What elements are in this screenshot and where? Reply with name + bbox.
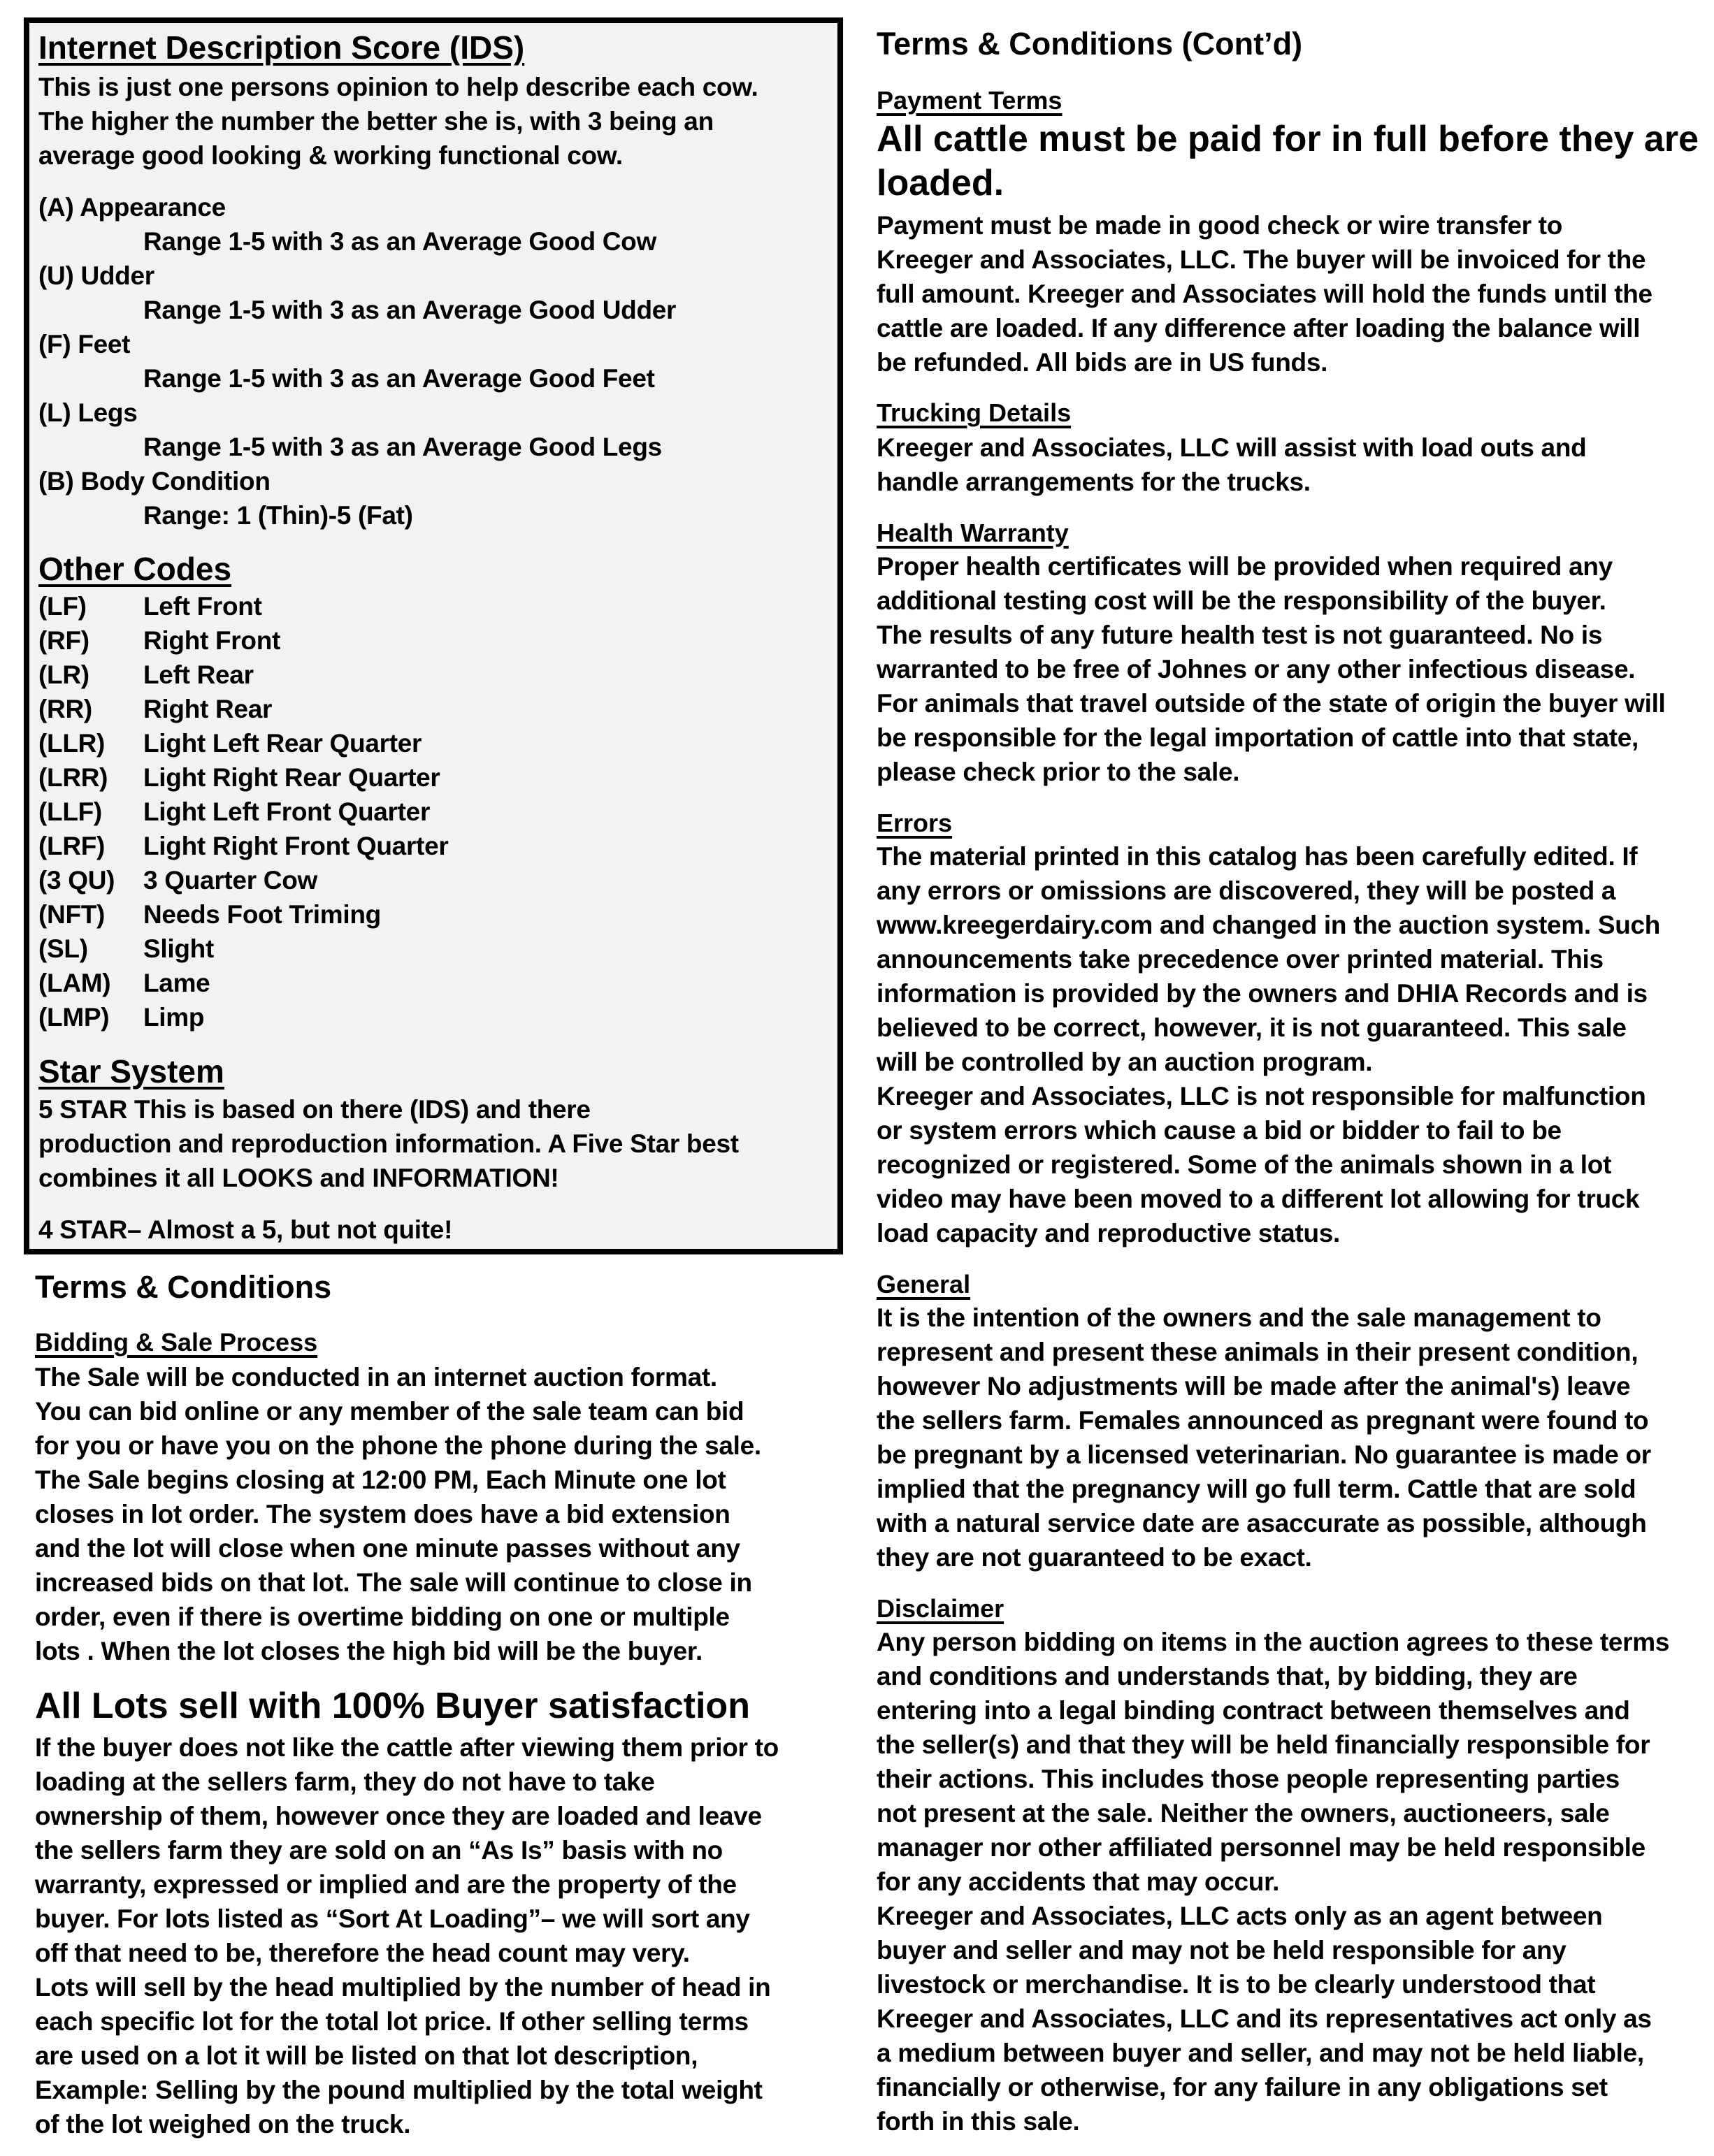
code-row	[38, 966, 448, 1000]
disclaimer-line: their actions. This includes those people representing parties	[877, 1765, 1620, 1793]
errors-line: announcements take precedence over printed material. This	[877, 945, 1604, 974]
health-heading: Health Warranty	[877, 519, 1069, 547]
general-line: implied that the pregnancy will go full term. Cattle that are sold	[877, 1475, 1636, 1503]
satisfaction-line: the sellers farm they are sold on an “As Is” basis with no	[35, 1836, 723, 1865]
ids-intro	[38, 70, 758, 173]
ids-section	[38, 28, 524, 67]
payment-big	[877, 117, 1699, 205]
five-star-line: production and reproduction information. A Five Star best	[38, 1129, 739, 1158]
disclaimer-line: Kreeger and Associates, LLC and its representatives act only as	[877, 2004, 1652, 2033]
star-system-section	[38, 1052, 224, 1091]
errors-line: www.kreegerdairy.com and changed in the auction system. Such	[877, 911, 1661, 939]
disclaimer-line: financially or otherwise, for any failure in any obligations set	[877, 2073, 1608, 2101]
five-star-text	[38, 1092, 739, 1195]
code-meaning: Light Right Rear Quarter	[143, 763, 440, 792]
satisfaction-line: each specific lot for the total lot price. If other selling terms	[35, 2007, 749, 2036]
trucking-line: handle arrangements for the trucks.	[877, 468, 1311, 496]
trait-range: Range 1-5 with 3 as an Average Good Legs	[143, 433, 662, 461]
satisfaction-heading-wrap	[35, 1684, 750, 1728]
trucking-line: Kreeger and Associates, LLC will assist with load outs and	[877, 433, 1587, 462]
payment-line: full amount. Kreeger and Associates will hold the funds until the	[877, 280, 1652, 308]
bidding-line: order, even if there is overtime bidding on one or multiple	[35, 1602, 730, 1631]
code-row	[38, 863, 448, 897]
code: (LLR)	[38, 729, 106, 758]
satisfaction-line: If the buyer does not like the cattle after viewing them prior to	[35, 1733, 779, 1762]
trait-label-legs: (L) Legs	[38, 398, 138, 427]
errors-heading-wrap	[877, 807, 952, 839]
five-star-line: 5 STAR This is based on there (IDS) and there	[38, 1095, 591, 1124]
general-line: represent and present these animals in their present condition,	[877, 1338, 1639, 1366]
disclaimer-line: entering into a legal binding contract between themselves and	[877, 1696, 1630, 1725]
code-meaning: Left Rear	[143, 660, 254, 689]
trait-label-body-condition: (B) Body Condition	[38, 467, 271, 495]
code: (RR)	[38, 695, 92, 723]
disclaimer-line: buyer and seller and may not be held responsible for any	[877, 1936, 1567, 1965]
codes-list	[38, 589, 448, 1034]
errors-line: Kreeger and Associates, LLC is not responsible for malfunction	[877, 1082, 1646, 1110]
general-heading: General	[877, 1270, 971, 1298]
bidding-line: You can bid online or any member of the sale team can bid	[35, 1397, 744, 1426]
errors-line: information is provided by the owners and DHIA Records and is	[877, 979, 1648, 1008]
health-line: additional testing cost will be the responsibility of the buyer.	[877, 586, 1606, 615]
code-row	[38, 726, 448, 760]
code-meaning: Right Rear	[143, 695, 273, 723]
payment-big-line: loaded.	[877, 163, 1004, 203]
health-body	[877, 549, 1666, 789]
general-line: they are not guaranteed to be exact.	[877, 1543, 1312, 1572]
trucking-heading-wrap	[877, 397, 1071, 429]
satisfaction-line: ownership of them, however once they are loaded and leave	[35, 1802, 762, 1830]
code: (NFT)	[38, 900, 106, 929]
code-row	[38, 692, 448, 726]
code-meaning: Limp	[143, 1003, 205, 1032]
errors-heading: Errors	[877, 809, 953, 837]
code-meaning: Light Right Front Quarter	[143, 832, 449, 860]
five-star-line: combines it all LOOKS and INFORMATION!	[38, 1164, 559, 1192]
trucking-body	[877, 431, 1586, 499]
bidding-heading: Bidding & Sale Process	[35, 1328, 318, 1356]
general-heading-wrap	[877, 1268, 970, 1301]
bidding-line: The Sale will be conducted in an internet auction format.	[35, 1363, 717, 1391]
code-row	[38, 795, 448, 829]
code: (RF)	[38, 626, 89, 655]
errors-body	[877, 839, 1660, 1250]
other-codes-section	[38, 549, 231, 588]
trait-range: Range: 1 (Thin)-5 (Fat)	[143, 501, 413, 530]
terms-title: Terms & Conditions	[35, 1269, 332, 1305]
payment-big-line: All cattle must be paid for in full before they are	[877, 119, 1699, 159]
code-row	[38, 623, 448, 658]
general-line: with a natural service date are asaccurate as possible, although	[877, 1509, 1647, 1538]
general-line: be pregnant by a licensed veterinarian. No guarantee is made or	[877, 1440, 1651, 1469]
code: (LLF)	[38, 797, 102, 826]
disclaimer-line: and conditions and understands that, by bidding, they are	[877, 1662, 1578, 1691]
terms-right-title-wrap	[877, 24, 1302, 64]
disclaimer-line: Kreeger and Associates, LLC acts only as an agent between	[877, 1902, 1603, 1930]
payment-line: Kreeger and Associates, LLC. The buyer will be invoiced for the	[877, 245, 1646, 274]
errors-line: The material printed in this catalog has been carefully edited. If	[877, 842, 1638, 871]
errors-line: believed to be correct, however, it is not guaranteed. This sale	[877, 1013, 1627, 1042]
ids-traits	[38, 190, 676, 533]
code-row	[38, 897, 448, 932]
errors-line: or system errors which cause a bid or bidder to fail to be	[877, 1116, 1562, 1145]
code-row	[38, 829, 448, 863]
other-codes-heading: Other Codes	[38, 551, 232, 587]
payment-heading: Payment Terms	[877, 86, 1063, 115]
satisfaction-line: Lots will sell by the head multiplied by the number of head in	[35, 1973, 771, 2002]
general-line: It is the intention of the owners and the sale management to	[877, 1303, 1601, 1332]
health-line: Proper health certificates will be provided when required any	[877, 552, 1613, 581]
bidding-line: The Sale begins closing at 12:00 PM, Each Minute one lot	[35, 1466, 726, 1494]
code-meaning: Light Left Front Quarter	[143, 797, 431, 826]
four-star-line: 4 STAR– Almost a 5, but not quite!	[38, 1215, 453, 1244]
bidding-heading-wrap	[35, 1326, 317, 1359]
errors-line: video may have been moved to a different lot allowing for truck	[877, 1185, 1640, 1213]
code-meaning: Light Left Rear Quarter	[143, 729, 422, 758]
disclaimer-line: for any accidents that may occur.	[877, 1867, 1280, 1896]
trait-label-appearance: (A) Appearance	[38, 193, 226, 222]
code: (LRR)	[38, 763, 108, 792]
payment-line: cattle are loaded. If any difference after loading the balance will	[877, 314, 1641, 342]
satisfaction-line: off that need to be, therefore the head count may very.	[35, 1939, 690, 1967]
code-meaning: Needs Foot Triming	[143, 900, 381, 929]
health-line: For animals that travel outside of the state of origin the buyer will	[877, 689, 1666, 718]
trait-label-feet: (F) Feet	[38, 330, 131, 359]
payment-body	[877, 208, 1652, 379]
bidding-line: increased bids on that lot. The sale will continue to close in	[35, 1568, 752, 1597]
trait-range: Range 1-5 with 3 as an Average Good Udder	[143, 296, 677, 324]
trait-label-udder: (U) Udder	[38, 261, 154, 290]
terms-left-title-wrap	[35, 1268, 331, 1307]
health-line: warranted to be free of Johnes or any other infectious disease.	[877, 655, 1636, 683]
code-meaning: Right Front	[143, 626, 281, 655]
errors-line: recognized or registered. Some of the animals shown in a lot	[877, 1150, 1612, 1179]
code-row	[38, 658, 448, 692]
disclaimer-line: a medium between buyer and seller, and may not be held liable,	[877, 2039, 1644, 2067]
health-heading-wrap	[877, 517, 1069, 549]
payment-line: Payment must be made in good check or wire transfer to	[877, 211, 1562, 240]
trucking-heading: Trucking Details	[877, 398, 1072, 427]
satisfaction-line: warranty, expressed or implied and are the property of the	[35, 1870, 737, 1899]
disclaimer-line: the seller(s) and that they will be held financially responsible for	[877, 1730, 1650, 1759]
disclaimer-line: manager nor other affiliated personnel may be held responsible	[877, 1833, 1645, 1862]
ids-intro-line: The higher the number the better she is, with 3 being an	[38, 107, 714, 136]
code-row	[38, 760, 448, 795]
bidding-body	[35, 1360, 761, 1668]
trait-range: Range 1-5 with 3 as an Average Good Cow	[143, 227, 656, 256]
satisfaction-line: are used on a lot it will be listed on that lot description,	[35, 2041, 698, 2070]
disclaimer-body	[877, 1625, 1669, 2139]
disclaimer-line: livestock or merchandise. It is to be clearly understood that	[877, 1970, 1596, 1999]
code: (LR)	[38, 660, 89, 689]
trait-range: Range 1-5 with 3 as an Average Good Feet	[143, 364, 655, 393]
code-row	[38, 932, 448, 966]
errors-line: load capacity and reproductive status.	[877, 1219, 1341, 1247]
code-row	[38, 589, 448, 623]
disclaimer-line: forth in this sale.	[877, 2107, 1080, 2136]
satisfaction-body	[35, 1730, 779, 2141]
code-meaning: Slight	[143, 934, 214, 963]
code: (LMP)	[38, 1003, 110, 1032]
general-body	[877, 1301, 1651, 1575]
general-line: the sellers farm. Females announced as pregnant were found to	[877, 1406, 1649, 1435]
code: (SL)	[38, 934, 88, 963]
code: (LAM)	[38, 969, 111, 997]
general-line: however No adjustments will be made after the animal's) leave	[877, 1372, 1631, 1401]
code: (LF)	[38, 592, 87, 621]
ids-intro-line: This is just one persons opinion to help describe each cow.	[38, 73, 758, 101]
code-meaning: Lame	[143, 969, 210, 997]
disclaimer-line: Any person bidding on items in the auction agrees to these terms	[877, 1628, 1670, 1656]
satisfaction-line: Example: Selling by the pound multiplied by the total weight	[35, 2076, 763, 2104]
code: (LRF)	[38, 832, 106, 860]
code-row	[38, 1000, 448, 1034]
satisfaction-line: buyer. For lots listed as “Sort At Loading”– we will sort any	[35, 1904, 750, 1933]
health-line: please check prior to the sale.	[877, 758, 1240, 786]
code-meaning: Left Front	[143, 592, 262, 621]
disclaimer-heading-wrap	[877, 1593, 1004, 1625]
errors-line: will be controlled by an auction program.	[877, 1048, 1373, 1076]
terms-contd-title: Terms & Conditions (Cont’d)	[877, 26, 1303, 62]
bidding-line: lots . When the lot closes the high bid will be the buyer.	[35, 1637, 703, 1665]
bidding-line: and the lot will close when one minute passes without any	[35, 1534, 740, 1563]
code-meaning: 3 Quarter Cow	[143, 866, 317, 895]
disclaimer-heading: Disclaimer	[877, 1594, 1004, 1623]
errors-line: any errors or omissions are discovered, they will be posted a	[877, 876, 1616, 905]
health-line: be responsible for the legal importation of cattle into that state,	[877, 723, 1639, 752]
payment-line: be refunded. All bids are in US funds.	[877, 348, 1328, 377]
satisfaction-heading: All Lots sell with 100% Buyer satisfaction	[35, 1686, 750, 1726]
satisfaction-line: loading at the sellers farm, they do not have to take	[35, 1767, 655, 1796]
bidding-line: closes in lot order. The system does have a bid extension	[35, 1500, 730, 1528]
payment-heading-wrap	[877, 85, 1062, 117]
star-system-heading: Star System	[38, 1053, 224, 1090]
satisfaction-line: of the lot weighed on the truck.	[35, 2110, 411, 2139]
ids-heading: Internet Description Score (IDS)	[38, 29, 525, 66]
four-star-text	[38, 1213, 452, 1247]
health-line: The results of any future health test is not guaranteed. No is	[877, 621, 1603, 649]
code: (3 QU)	[38, 866, 115, 895]
bidding-line: for you or have you on the phone the phone during the sale.	[35, 1431, 761, 1460]
ids-intro-line: average good looking & working functional cow.	[38, 141, 623, 170]
disclaimer-line: not present at the sale. Neither the owners, auctioneers, sale	[877, 1799, 1610, 1828]
